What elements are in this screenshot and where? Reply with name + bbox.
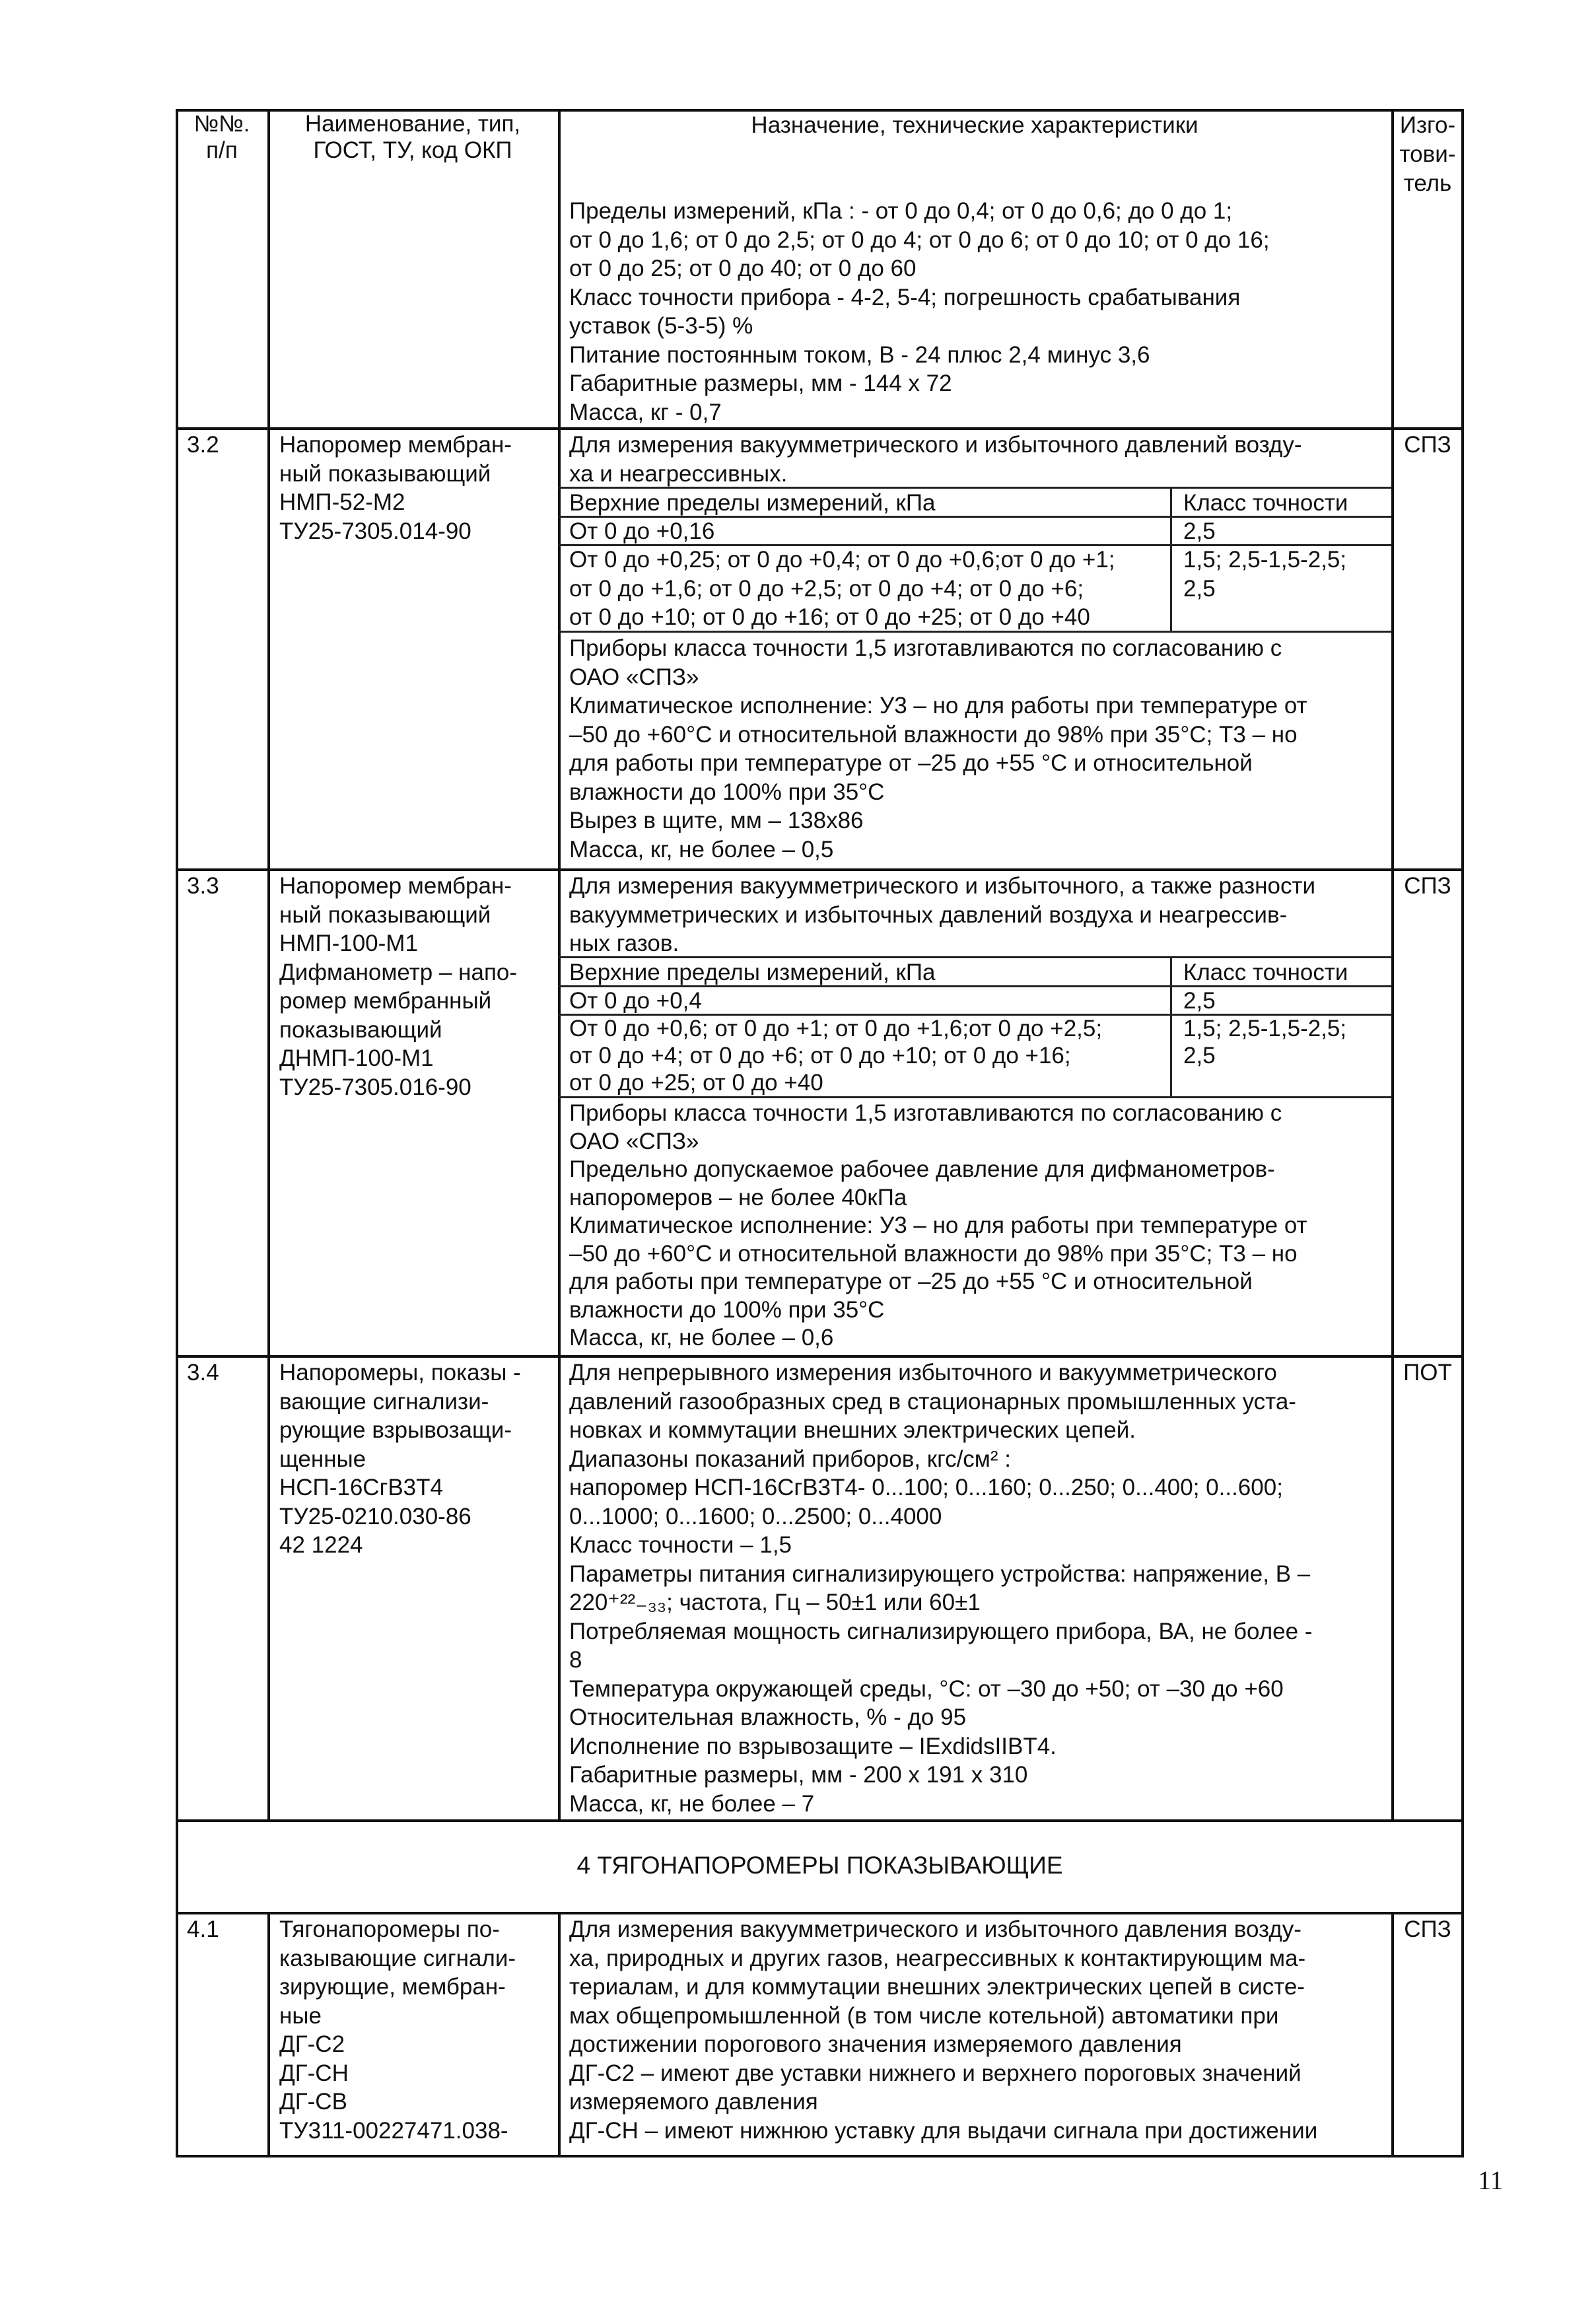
row-3-3-name: Напоромер мембран- ный показывающий НМП-100-М1 Дифманометр – напо- ромер мембранный показывающий ДНМП-100-М1 ТУ25-7305.016-90 xyxy=(279,873,518,1100)
row-3-3-sub-row1-class: 2,5 xyxy=(1183,988,1216,1014)
row-3-3-subheader-class: Класс точности xyxy=(1183,960,1348,985)
subtable-3-3-bottom xyxy=(558,1096,1391,1098)
row-3-3-purpose: Для измерения вакуумметрического и избыточного, а также разности вакуумметрических и избыточных давлений воздуха и неагрессив- ных газов. xyxy=(569,873,1316,956)
row-3-2-maker: СПЗ xyxy=(1404,432,1451,458)
top-spec-block: Пределы измерений, кПа : - от 0 до 0,4; от 0 до 0,6; до 0 до 1; от 0 до 1,6; от 0 до 2,5; от 0 до 4; от 0 до 6; от 0 до 10; от 0 до 16; от 0 до 25; от 0 до 40; от 0 до 60 Класс точности прибора - 4-2, 5-4; погрешность срабатывания уставок (5-3-5) % Питание постоянным током, В - 24 плюс 2,4 минус 3,6 Габаритные размеры, мм - 144 х 72 Масса, кг - 0,7 xyxy=(569,198,1270,425)
header-col-num: №№. п/п xyxy=(193,111,250,163)
row-divider-3-2 xyxy=(176,427,1464,430)
row-3-3-subheader-range: Верхние пределы измерений, кПа xyxy=(569,960,936,985)
column-divider-3 xyxy=(1391,109,1394,1819)
row-4-1-name: Тягонапоромеры по- казывающие сигнали- зирующие, мембран- ные ДГ-С2 ДГ-СН ДГ-СВ ТУ311-00227471.038- xyxy=(279,1916,516,2144)
row-3-4-spec: Для непрерывного измерения избыточного и вакуумметрического давлений газообразных сред в стационарных промышленных уста- новках и коммутации внешних электрических цепей. Диапазоны показаний приборов, кгс/см² : напоромер НСП-16СгВ3Т4- 0...100; 0...160; 0...250; 0...400; 0...600; 0...1000; 0...1600; 0...2500; 0...4000 Класс точности – 1,5 Параметры питания сигнализирующего устройства: напряжение, В – 220⁺²²₋₃₃; частота, Гц – 50±1 или 60±1 Потребляемая мощность сигнализирующего прибора, ВА, не более - 8 Температура окружающей среды, °С: от –30 до +50; от –30 до +60 Относительная влажность, % - до 95 Исполнение по взрывозащите – IExdidsIIBT4. Габаритные размеры, мм - 200 х 191 х 310 Масса, кг, не более – 7 xyxy=(569,1360,1313,1817)
row-3-2-number: 3.2 xyxy=(187,432,219,458)
subtable-3-2-divider xyxy=(1170,487,1172,632)
row-3-4-number: 3.4 xyxy=(187,1360,219,1386)
row-3-3-maker: СПЗ xyxy=(1404,873,1451,899)
row-3-2-name: Напоромер мембран- ный показывающий НМП-52-М2 ТУ25-7305.014-90 xyxy=(279,432,512,544)
row-divider-4-1 xyxy=(176,1912,1464,1914)
row-3-4-maker: ПОТ xyxy=(1403,1360,1452,1386)
row-3-2-sub-row1-range: От 0 до +0,16 xyxy=(569,518,715,544)
table-border-left xyxy=(176,109,178,2156)
column-divider-3-lower xyxy=(1391,1912,1394,2156)
row-4-1-number: 4.1 xyxy=(187,1916,219,1942)
column-divider-2 xyxy=(558,109,561,1819)
subtable-3-3-divider xyxy=(1170,956,1172,1098)
row-3-4-name: Напоромеры, показы - вающие сигнализи- рующие взрывозащи- щенные НСП-16СгВ3Т4 ТУ25-0210.030-86 42 1224 xyxy=(279,1360,521,1558)
row-3-2-notes: Приборы класса точности 1,5 изготавливаются по согласованию с ОАО «СПЗ» Климатическое исполнение: У3 – но для работы при температуре от –50 до +60°С и относительной влажности до 98% при 35°С; Т3 – но для работы при температуре от –25 до +55 °С и относительной влажности до 100% при 35°С Вырез в щите, мм – 138х86 Масса, кг, не более – 0,5 xyxy=(569,635,1307,862)
row-3-2-sub-row2-range: От 0 до +0,25; от 0 до +0,4; от 0 до +0,6;от 0 до +1; от 0 до +1,6; от 0 до +2,5; от 0 до +4; от 0 до +6; от 0 до +10; от 0 до +16; от 0 до +25; от 0 до +40 xyxy=(569,547,1115,630)
header-col-spec: Назначение, технические характеристики xyxy=(751,112,1198,138)
table-border-bottom xyxy=(176,2155,1464,2158)
row-3-3-sub-row2-class: 1,5; 2,5-1,5-2,5; 2,5 xyxy=(1183,1016,1347,1069)
row-divider-section-4 xyxy=(176,1819,1464,1822)
row-4-1-maker: СПЗ xyxy=(1404,1916,1451,1942)
table-border-right xyxy=(1461,109,1464,2156)
row-divider-3-4 xyxy=(176,1355,1464,1358)
row-3-3-sub-row2-range: От 0 до +0,6; от 0 до +1; от 0 до +1,6;от 0 до +2,5; от 0 до +4; от 0 до +6; от 0 до +10; от 0 до +16; от 0 до +25; от 0 до +40 xyxy=(569,1016,1103,1096)
header-col-name: Наименование, тип, ГОСТ, ТУ, код ОКП xyxy=(304,111,521,163)
header-col-maker: Изго- тови- тель xyxy=(1399,112,1456,196)
row-3-2-sub-row1-class: 2,5 xyxy=(1183,518,1216,544)
row-4-1-spec: Для измерения вакуумметрического и избыточного давления возду- ха, природных и других газов, неагрессивных к контактирующим ма- териалам, и для коммутации внешних электрических цепей в систе- мах общепромышленной (в том числе котельной) автоматики при достижении порогового значения измеряемого давления ДГ-С2 – имеют две уставки нижнего и верхнего пороговых значений измеряемого давления ДГ-СН – имеют нижнюю уставку для выдачи сигнала при достижении xyxy=(569,1916,1318,2144)
column-divider-1 xyxy=(267,109,270,1819)
row-3-2-purpose: Для измерения вакуумметрического и избыточного давлений возду- ха и неагрессивных. xyxy=(569,432,1302,487)
row-divider-3-3 xyxy=(176,868,1464,871)
section-4-title: 4 ТЯГОНАПОРОМЕРЫ ПОКАЗЫВАЮЩИЕ xyxy=(576,1852,1063,1879)
row-3-2-subheader-range: Верхние пределы измерений, кПа xyxy=(569,490,936,516)
column-divider-1-lower xyxy=(267,1912,270,2156)
column-divider-2-lower xyxy=(558,1912,561,2156)
row-3-3-sub-row1-range: От 0 до +0,4 xyxy=(569,988,702,1014)
row-3-3-notes: Приборы класса точности 1,5 изготавливаются по согласованию с ОАО «СПЗ» Предельно допускаемое рабочее давление для дифманометров- напоромеров – не более 40кПа Климатическое исполнение: У3 – но для работы при температуре от –50 до +60°С и относительной влажности до 98% при 35°С; Т3 – но для работы при температуре от –25 до +55 °С и относительной влажности до 100% при 35°С Масса, кг, не более – 0,6 xyxy=(569,1100,1307,1351)
row-3-2-sub-row2-class: 1,5; 2,5-1,5-2,5; 2,5 xyxy=(1183,547,1347,602)
row-3-3-number: 3.3 xyxy=(187,873,219,899)
row-3-2-subheader-class: Класс точности xyxy=(1183,490,1348,516)
page-number: 11 xyxy=(1478,2165,1504,2195)
